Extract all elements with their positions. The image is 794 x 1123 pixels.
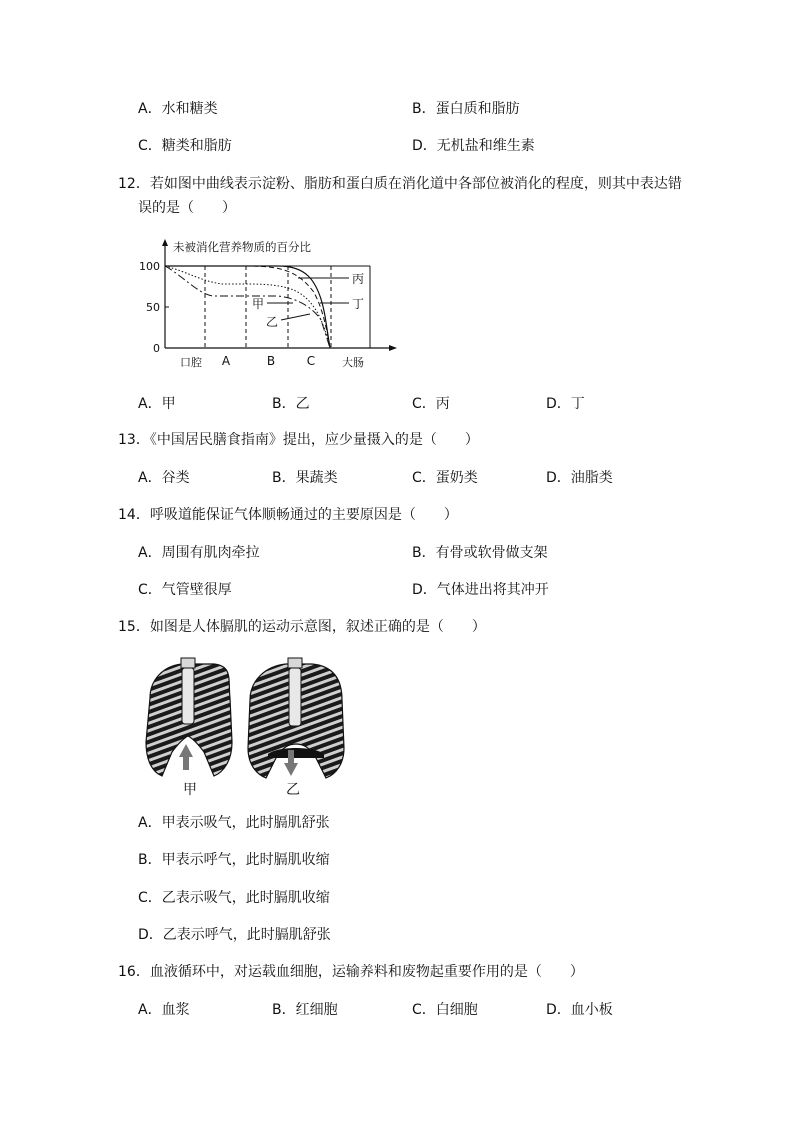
leader-yi bbox=[281, 314, 310, 320]
q13-stem: 13．《中国居民膳食指南》提出，应少量摄入的是（ ） bbox=[118, 432, 479, 448]
q16-stem: 16．血液循环中，对运载血细胞，运输养料和废物起重要作用的是（ ） bbox=[118, 964, 584, 980]
q11-option-b: B．蛋白质和脂肪 bbox=[412, 101, 520, 117]
curve-label-ding: 丁 bbox=[352, 297, 365, 311]
q12-option-b: B．乙 bbox=[272, 396, 310, 412]
x-axis-arrow bbox=[389, 345, 397, 351]
q15-stem: 15．如图是人体膈肌的运动示意图，叙述正确的是（ ） bbox=[118, 619, 486, 635]
q13-option-a: A．谷类 bbox=[138, 470, 190, 486]
q12-option-d: D．丁 bbox=[546, 396, 585, 412]
q15-option-a: A．甲表示吸气，此时膈肌舒张 bbox=[138, 815, 330, 831]
q12-option-a: A．甲 bbox=[138, 396, 176, 412]
y-tick-label-0: 0 bbox=[153, 342, 160, 355]
q15-option-d: D．乙表示呼气，此时膈肌舒张 bbox=[138, 927, 331, 943]
q16-option-b: B．红细胞 bbox=[272, 1002, 338, 1018]
q12-stem-line2: 误的是（ ） bbox=[138, 200, 236, 216]
x-tick-label-c: C bbox=[306, 354, 316, 368]
q15-diaphragm-figure bbox=[138, 650, 348, 800]
q11-option-a: A．水和糖类 bbox=[138, 101, 218, 117]
q14-option-d: D．气体进出将其冲开 bbox=[412, 582, 549, 598]
q15-option-b: B．甲表示呼气，此时膈肌收缩 bbox=[138, 852, 330, 868]
q14-option-c: C．气管壁很厚 bbox=[138, 582, 232, 598]
q11-option-c: C．糖类和脂肪 bbox=[138, 138, 232, 154]
x-tick-label-a: A bbox=[221, 354, 231, 368]
y-tick-label-100: 100 bbox=[139, 260, 160, 273]
q15-option-c: C．乙表示吸气，此时膈肌收缩 bbox=[138, 890, 330, 906]
q14-option-b: B．有骨或软骨做支架 bbox=[412, 545, 548, 561]
q14-option-a: A．周围有肌肉牵拉 bbox=[138, 545, 260, 561]
q16-option-c: C．白细胞 bbox=[412, 1002, 478, 1018]
up-arrow-icon bbox=[179, 744, 193, 770]
figure-label-yi: 乙 bbox=[286, 782, 300, 798]
curve-label-jia: 甲 bbox=[252, 297, 265, 311]
curve-label-bing: 丙 bbox=[352, 272, 365, 286]
q16-option-d: D．血小板 bbox=[546, 1002, 613, 1018]
x-tick-label-large-intestine: 大肠 bbox=[342, 356, 364, 369]
q12-stem-line1: 12．若如图中曲线表示淀粉、脂肪和蛋白质在消化道中各部位被消化的程度，则其中表达错 bbox=[118, 176, 682, 192]
q13-option-d: D．油脂类 bbox=[546, 470, 613, 486]
q13-option-b: B．果蔬类 bbox=[272, 470, 338, 486]
q14-stem: 14．呼吸道能保证气体顺畅通过的主要原因是（ ） bbox=[118, 507, 458, 523]
y-axis-label: 未被消化营养物质的百分比 bbox=[173, 240, 311, 254]
x-tick-label-mouth: 口腔 bbox=[180, 356, 202, 369]
x-tick-label-b: B bbox=[266, 354, 276, 368]
q16-option-a: A．血浆 bbox=[138, 1002, 190, 1018]
q11-option-d: D．无机盐和维生素 bbox=[412, 138, 535, 154]
ribcage-yi bbox=[248, 658, 344, 778]
curve-label-yi: 乙 bbox=[266, 315, 279, 329]
q13-option-c: C．蛋奶类 bbox=[412, 470, 478, 486]
y-tick-label-50: 50 bbox=[146, 301, 160, 314]
figure-label-jia: 甲 bbox=[183, 782, 197, 798]
y-axis-arrow bbox=[162, 239, 168, 246]
q12-option-c: C．丙 bbox=[412, 396, 450, 412]
q12-digestion-chart bbox=[138, 236, 408, 376]
